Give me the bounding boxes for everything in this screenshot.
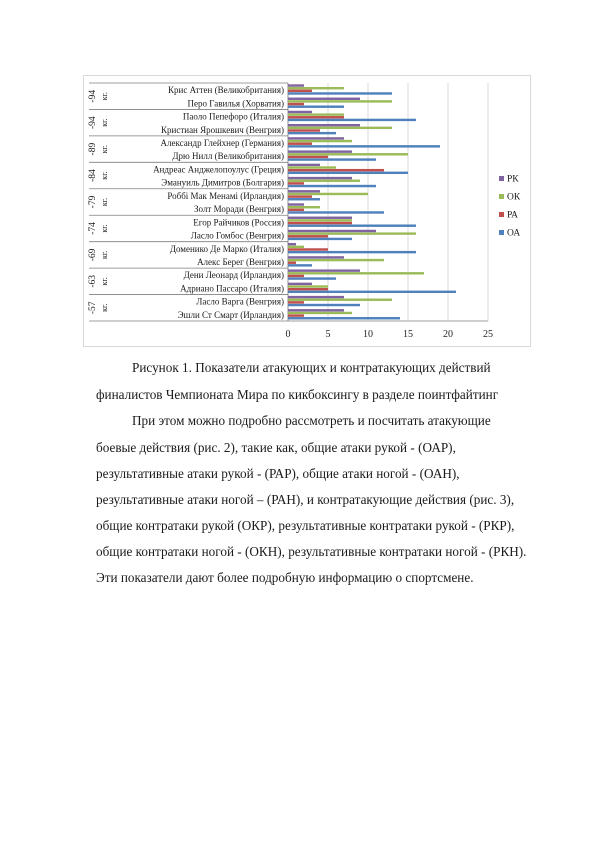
legend-swatch-ОА: [499, 230, 504, 235]
bar-РК: [288, 296, 344, 298]
paragraph-line-5: общие контратаки рукой (ОКР), результативные контратаки рукой - (РКР),: [96, 518, 515, 533]
bar-РА: [288, 129, 320, 131]
category-label: Перо Гавилья (Хорватия): [187, 98, 284, 109]
group-label: -94: [88, 116, 98, 130]
x-tick-label: 10: [363, 329, 373, 340]
group-unit-label: кг.: [100, 250, 109, 260]
bar-ОК: [288, 219, 352, 221]
group-unit-label: кг.: [100, 92, 109, 101]
group-unit-label: кг.: [100, 171, 109, 180]
category-label: Доменико Де Марко (Италия): [169, 243, 284, 254]
category-label: Роббі Мак Менамі (Ирландия): [167, 190, 284, 201]
bar-ОК: [288, 299, 392, 301]
category-label: Андреас Анджелопоулус (Греция): [153, 164, 284, 175]
paragraph-line-3: результативные атаки рукой - (РАР), общие атаки ногой - (ОАН),: [96, 466, 460, 481]
bar-РА: [288, 169, 384, 171]
category-label: Алекс Берег (Венгрия): [197, 257, 284, 267]
group-unit-label: кг.: [100, 277, 109, 286]
legend-swatch-РК: [499, 176, 504, 181]
category-label: Крис Аттен (Великобритания): [168, 85, 284, 96]
bar-РК: [288, 177, 352, 179]
group-unit-label: кг.: [100, 197, 109, 207]
bar-РК: [288, 84, 304, 86]
bar-РА: [288, 235, 328, 237]
category-label: Дени Леонард (Ирландия): [183, 270, 284, 281]
group-unit-label: кг.: [100, 144, 109, 154]
bar-ОК: [288, 193, 368, 195]
bar-РА: [288, 182, 304, 184]
bar-ОК: [288, 285, 328, 287]
x-tick-label: 5: [325, 329, 331, 340]
bar-РК: [288, 217, 352, 219]
group-unit-label: кг.: [100, 303, 109, 312]
group-label: -89: [88, 142, 98, 156]
bar-ОК: [288, 127, 392, 129]
bar-ОК: [288, 140, 352, 142]
bar-РА: [288, 301, 304, 303]
bar-ОА: [288, 224, 416, 226]
legend-label: ОК: [507, 192, 521, 203]
category-label: Кристиан Ярошкевич (Венгрия): [161, 124, 284, 135]
bar-РК: [288, 98, 360, 100]
bar-РА: [288, 262, 296, 264]
bar-ОА: [288, 317, 400, 319]
bar-РА: [288, 275, 304, 277]
bar-ОА: [288, 238, 352, 240]
bar-ОК: [288, 246, 304, 248]
bar-РА: [288, 143, 312, 145]
category-label: Дрю Нилл (Великобритания): [172, 151, 284, 162]
bar-ОА: [288, 304, 360, 306]
bar-ОА: [288, 119, 416, 121]
bar-ОА: [288, 145, 440, 147]
bar-ОА: [288, 277, 336, 279]
legend-label: РК: [507, 174, 519, 185]
group-label: -63: [88, 274, 98, 288]
bar-ОК: [288, 259, 384, 261]
bar-ОК: [288, 166, 336, 168]
x-tick-label: 15: [403, 329, 413, 340]
bar-РА: [288, 288, 328, 290]
bar-РК: [288, 150, 352, 152]
bar-ОА: [288, 185, 376, 187]
group-unit-label: кг.: [100, 118, 109, 127]
group-label: -74: [88, 222, 98, 235]
bar-РА: [288, 248, 328, 250]
bar-ОА: [288, 198, 320, 200]
bar-РА: [288, 156, 328, 158]
bar-ОА: [288, 172, 408, 174]
bar-РК: [288, 124, 360, 126]
bar-ОА: [288, 251, 416, 253]
bar-РК: [288, 190, 320, 192]
caption-line-1: Рисунок 1. Показатели атакующих и контратакующих действий: [132, 360, 491, 375]
bar-РК: [288, 164, 320, 166]
bar-РК: [288, 203, 304, 205]
bar-ОА: [288, 92, 392, 94]
bar-ОК: [288, 113, 344, 115]
bar-ОК: [288, 312, 352, 314]
paragraph-line-6: общие контратаки ногой - (ОКН), результативные контратаки ногой - (РКН).: [96, 544, 527, 559]
bar-РА: [288, 209, 304, 211]
bar-ОА: [288, 291, 456, 293]
chart-figure: [83, 75, 531, 347]
bar-ОК: [288, 87, 344, 89]
bar-ОА: [288, 132, 336, 134]
legend-label: РА: [507, 210, 518, 221]
bar-ОК: [288, 100, 392, 102]
bar-ОК: [288, 232, 416, 234]
x-tick-label: 0: [285, 329, 291, 340]
group-label: -84: [88, 169, 98, 182]
bar-РК: [288, 230, 376, 232]
category-label: Александр Глейхнер (Германия): [160, 138, 284, 148]
category-label: Адриано Пассаро (Италия): [180, 283, 284, 294]
legend-swatch-ОК: [499, 194, 504, 199]
bar-ОА: [288, 105, 344, 107]
bar-РК: [288, 111, 312, 113]
x-tick-label: 20: [443, 329, 453, 340]
group-label: -57: [88, 301, 98, 315]
paragraph-line-2: боевые действия (рис. 2), такие как, общие атаки рукой - (ОАР),: [96, 440, 456, 455]
bar-РА: [288, 90, 312, 92]
legend-swatch-РА: [499, 212, 504, 217]
group-unit-label: кг.: [100, 224, 109, 233]
legend-label: ОА: [507, 228, 521, 239]
category-label: Эмануиль Димитров (Болгария): [161, 177, 284, 188]
bar-РА: [288, 195, 312, 197]
x-tick-label: 25: [483, 329, 493, 340]
category-label: Паоло Пепефоро (Италия): [182, 111, 284, 122]
bar-РК: [288, 256, 344, 258]
bar-ОА: [288, 158, 376, 160]
bar-ОК: [288, 272, 424, 274]
bar-ОК: [288, 180, 360, 182]
bar-ОА: [288, 211, 384, 213]
bar-РК: [288, 243, 296, 245]
category-label: Ласло Гомбос (Венгрия): [190, 230, 284, 241]
group-label: -79: [88, 195, 98, 209]
bar-РА: [288, 314, 304, 316]
caption-line-2: финалистов Чемпионата Мира по кикбоксингу в разделе поинтфайтинг: [96, 387, 499, 402]
bar-ОА: [288, 264, 312, 266]
category-label: Ласло Варга (Венгрия): [196, 296, 284, 307]
bar-РК: [288, 283, 312, 285]
paragraph-line-4: результативные атаки ногой – (РАН), и контратакующие действия (рис. 3),: [96, 492, 515, 507]
bar-ОК: [288, 206, 320, 208]
bar-РА: [288, 222, 352, 224]
bar-РА: [288, 116, 344, 118]
category-label: Эшли Ст Смарт (Ирландия): [177, 309, 284, 320]
bar-РК: [288, 137, 344, 139]
category-label: Егор Райчиков (Россия): [193, 217, 284, 228]
bar-РА: [288, 103, 304, 105]
group-label: -69: [88, 248, 98, 262]
group-label: -94: [88, 89, 98, 103]
bar-ОК: [288, 153, 408, 155]
bar-chart: [83, 75, 531, 347]
bar-РК: [288, 269, 360, 271]
bar-РК: [288, 309, 344, 311]
paragraph-line-7: Эти показатели дают более подробную информацию о спортсмене.: [96, 570, 474, 585]
paragraph-line-1: При этом можно подробно рассмотреть и посчитать атакующие: [132, 413, 491, 428]
category-label: Золт Моради (Венгрия): [194, 204, 284, 215]
